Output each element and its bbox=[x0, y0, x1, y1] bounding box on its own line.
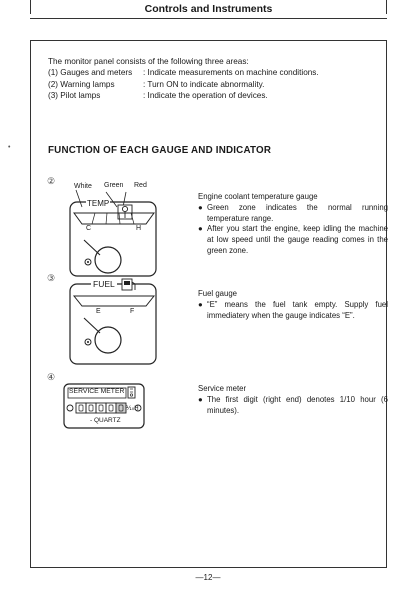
intro-item-desc: : Turn ON to indicate abnormality. bbox=[143, 79, 265, 89]
item-number: ③ bbox=[47, 273, 56, 283]
bullet-icon: ● bbox=[198, 202, 203, 212]
intro-list-item bbox=[48, 79, 265, 90]
intro-item-label: (2) Warning lamps bbox=[48, 79, 115, 89]
item-number: ② bbox=[47, 176, 56, 186]
legend-white-label: White bbox=[74, 183, 92, 190]
temp-gauge-title: Engine coolant temperature gauge bbox=[198, 192, 318, 201]
header-underline bbox=[30, 18, 387, 19]
section-title: FUNCTION OF EACH GAUGE AND INDICATOR bbox=[48, 145, 272, 156]
tenth-hour-unit-label: ⅒H bbox=[126, 406, 139, 412]
intro-list-item bbox=[48, 90, 268, 101]
bullet-text: “E” means the fuel tank empty. Supply fuel immediatery when the gauge indicates “E”. bbox=[207, 299, 388, 320]
page-header-title: Controls and Instruments bbox=[144, 3, 273, 15]
fuel-full-label: F bbox=[130, 308, 135, 315]
service-meter-title: Service meter bbox=[198, 384, 247, 393]
legend-red-label: Red bbox=[134, 182, 147, 189]
quartz-label: - QUARTZ bbox=[90, 417, 121, 424]
bullet-item bbox=[198, 395, 388, 417]
temp-gauge-description bbox=[198, 192, 388, 257]
temp-low-label: C bbox=[86, 225, 92, 232]
intro-block bbox=[48, 56, 319, 101]
fuel-gauge-title: Fuel gauge bbox=[198, 289, 238, 298]
bullet-item bbox=[198, 300, 388, 322]
fuel-gauge-figure bbox=[60, 278, 170, 370]
fuel-panel-label: FUEL bbox=[93, 279, 115, 289]
service-meter-label: SERVICE METER bbox=[69, 388, 125, 395]
intro-item-label: (3) Pilot lamps bbox=[48, 90, 101, 100]
fuel-empty-label: E bbox=[96, 308, 101, 315]
temp-panel-label: TEMP bbox=[87, 199, 110, 208]
item-number: ④ bbox=[47, 372, 56, 382]
fuel-gauge-illustration bbox=[60, 278, 170, 370]
margin-mark: • bbox=[8, 144, 11, 151]
bullet-icon: ● bbox=[198, 299, 203, 309]
bullet-item bbox=[198, 224, 388, 256]
temp-high-label: H bbox=[136, 225, 142, 232]
legend-green-label: Green bbox=[104, 182, 124, 189]
intro-item-desc: : Indicate the operation of devices. bbox=[143, 90, 268, 100]
service-meter-figure bbox=[60, 383, 170, 433]
bullet-icon: ● bbox=[198, 224, 203, 234]
intro-list-item bbox=[48, 67, 319, 78]
bullet-text: Green zone indicates the normal running temperature range. bbox=[207, 202, 388, 223]
page-number: —12— bbox=[195, 573, 221, 582]
bullet-text: After you start the engine, keep idling the machine at low speed until the gauge reading comes in the green zone. bbox=[207, 224, 388, 255]
bullet-icon: ● bbox=[198, 394, 203, 404]
temp-gauge-figure bbox=[60, 180, 170, 290]
bullet-text: The first digit (right end) denotes 1/10 hour (6 minutes). bbox=[207, 394, 388, 415]
temp-gauge-illustration bbox=[60, 180, 170, 290]
intro-item-label: (1) Gauges and meters bbox=[48, 68, 133, 78]
intro-item-desc: : Indicate measurements on machine conditions. bbox=[143, 68, 319, 78]
fuel-gauge-description bbox=[198, 289, 388, 321]
intro-lead: The monitor panel consists of the following three areas: bbox=[48, 57, 249, 66]
bullet-item bbox=[198, 203, 388, 225]
service-meter-description bbox=[198, 384, 388, 416]
